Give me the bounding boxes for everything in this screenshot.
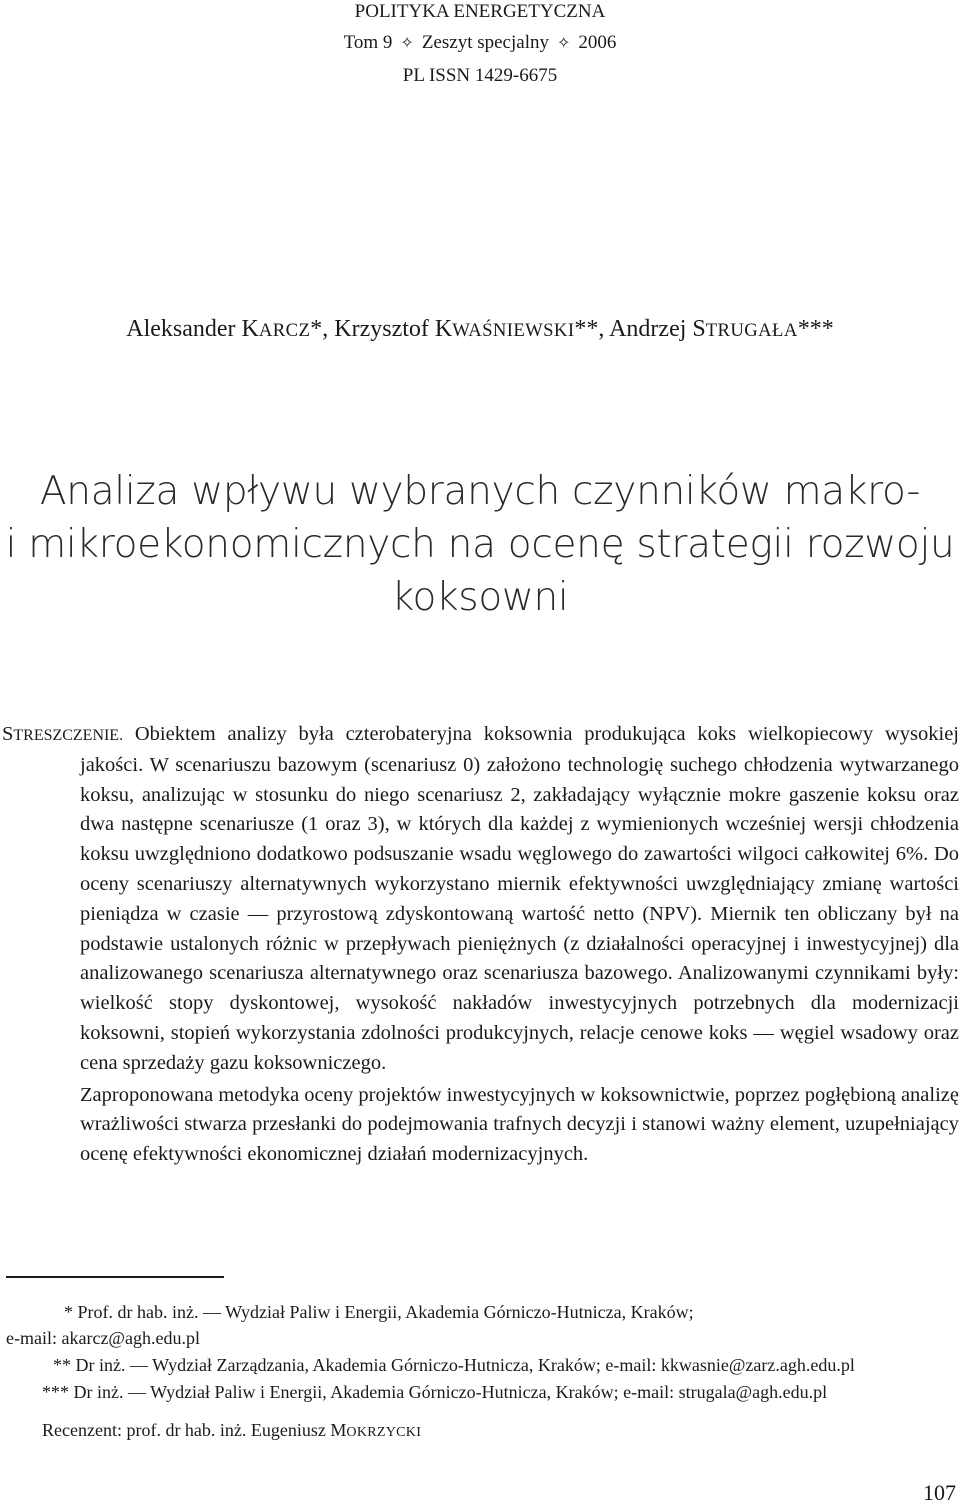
diamond-separator-icon: ✧ xyxy=(400,35,414,52)
abstract-paragraph-1: STRESZCZENIE. Obiektem analizy była czterobateryjna koksownia produkująca koks wielkopiecowy wysokiej jakości. W scenariuszu bazowym (scenariusz 0) założono technologię suchego chłodzenia wytwarzanego koksu, analizując w stosunku do niego scenariusz 2, zakładający wyłącznie mokre gaszenie koksu oraz dwa następne scenariusze (1 oraz 3), w których dla każdej z wymienionych wcześniej wersji chłodzenia koksu uwzględniono dodatkowo podsuszanie wsadu węglowego do zawartości wilgoci całkowitej 6%. Do oceny scenariuszy alternatywnych wykorzystano miernik efektywności uwzględniający zmianę wartości pieniądza w czasie — przyrostową zdyskontowaną wartość netto (NPV). Miernik ten obliczany był na podstawie ustalonych różnic w przepływach pieniężnych (z działalności operacyjnej i inwestycyjnej) dla analizowanego scenariusza alternatywnego oraz scenariusza bazowego. Analizowanymi czynnikami były: wielkość stopy dyskontowej, wysokość nakładów inwestycyjnych potrzebnych dla modernizacji koksowni, stopień wykorzystania zdolności produkcyjnych, relacje cenowe koks — węgiel wsadowy oraz cena sprzedaży gazu koksowniczego. xyxy=(2,723,959,1074)
title-line-2: i mikroekonomicznych na ocenę strategii rozwoju xyxy=(5,522,955,567)
author-kwasniewski: Krzysztof KWAŚNIEWSKI**, xyxy=(328,316,605,342)
diamond-separator-icon: ✧ xyxy=(556,35,571,52)
author-karcz: Aleksander KARCZ*, xyxy=(126,316,329,342)
footnote-divider xyxy=(6,1276,224,1278)
abstract-label: STRESZCZENIE. xyxy=(2,723,124,745)
reviewer: Recenzent: prof. dr hab. inż. Eugeniusz MOKRZYCKI xyxy=(42,1420,422,1440)
authors-line xyxy=(0,314,960,346)
footnote-1: * Prof. dr hab. inż. — Wydział Paliw i Energii, Akademia Górniczo-Hutnicza, Kraków; xyxy=(64,1302,694,1322)
year: 2006 xyxy=(578,32,617,53)
page-number: 107 xyxy=(923,1480,956,1505)
title-line-1: Analiza wpływu wybranych czynników makro- xyxy=(39,469,921,514)
author-strugala: Andrzej STRUGAŁA*** xyxy=(604,316,834,342)
footnote-1-email: e-mail: akarcz@agh.edu.pl xyxy=(6,1328,200,1348)
abstract-paragraph-2: Zaproponowana metodyka oceny projektów inwestycyjnych w koksownictwie, poprzez pogłębioną analizę wrażliwości stwarza przesłanki do podejmowania trafnych decyzji i stanowi ważny element, uzupełniający ocenę efektywności ekonomicznej działań modernizacyjnych. xyxy=(80,1083,959,1166)
abstract xyxy=(2,720,959,1170)
footnote-2: ** Dr inż. — Wydział Zarządzania, Akademia Górniczo-Hutnicza, Kraków; e-mail: kkwasnie@zarz.agh.edu.pl xyxy=(53,1355,855,1375)
paper-title xyxy=(0,465,960,624)
issue: Zeszyt specjalny xyxy=(421,32,549,53)
issn: PL ISSN 1429-6675 xyxy=(402,65,558,86)
footnote-3: *** Dr inż. — Wydział Paliw i Energii, Akademia Górniczo-Hutnicza, Kraków; e-mail: strugala@agh.edu.pl xyxy=(42,1382,828,1402)
volume: Tom 9 xyxy=(343,32,393,53)
volume-line xyxy=(0,31,960,56)
journal-name: POLITYKA ENERGETYCZNA xyxy=(354,1,606,22)
title-line-3: koksowni xyxy=(391,575,569,620)
